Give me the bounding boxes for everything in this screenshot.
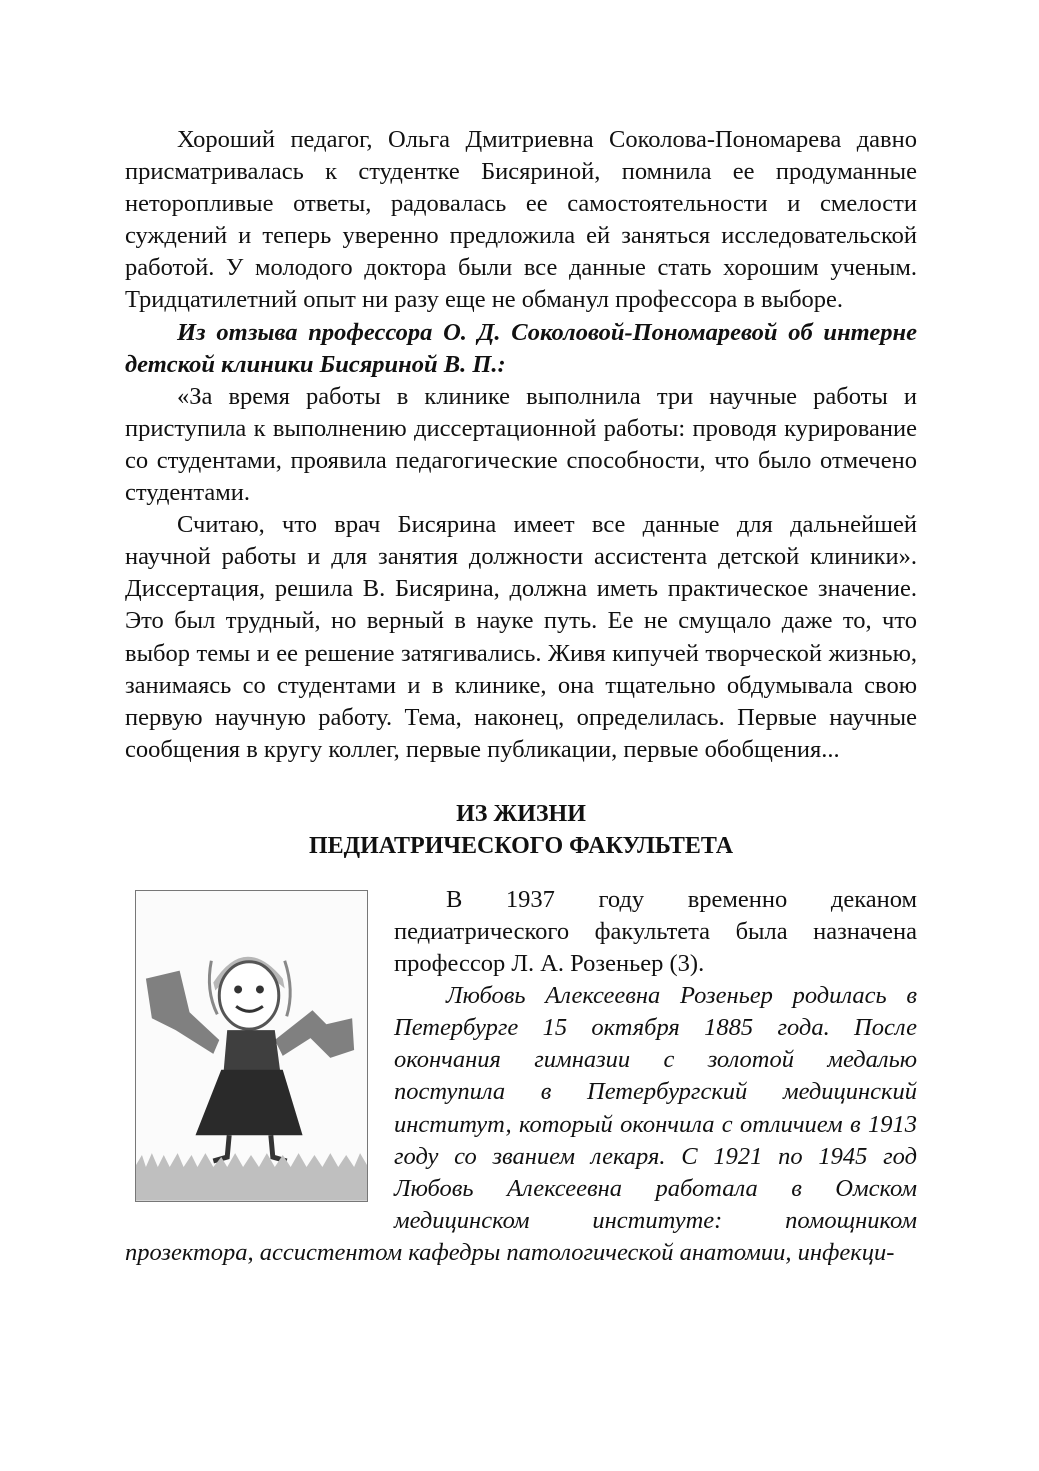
heading-line-1: ИЗ ЖИЗНИ: [456, 800, 586, 827]
text-column: [125, 124, 917, 1269]
figure-text-block: [125, 884, 917, 1269]
paragraph-1: Хороший педагог, Ольга Дмитриевна Соколова-Пономарева давно присматривалась к студентке Бисяриной, помнила ее продуманные неторопливые ответы, радовалась ее самостоятельности и смелости суждений и теперь уверенно предложила ей заняться исследовательской работой. У молодого доктора были все данные стать хорошим ученым. Тридцатилетний опыт ни разу еще не обманул профессора в выборе.: [125, 126, 917, 314]
child-drawing-illustration: [135, 890, 368, 1202]
paragraph-biography: Любовь Алексеевна Розеньер родилась в Петербурге 15 октября 1885 года. После окончания гимназии с золотой медалью поступила в Петербургский медицинский институт, который окончила с отличием в 1913 году со званием лекаря. С 1921 по 1945 год Любовь Алексеевна работала в Омском медицинском институте: помощником прозектора, ассистентом кафедры патологической анатомии, инфекци-: [125, 982, 917, 1266]
paragraph-dean: В 1937 году временно деканом педиатрического факультета была назначена профессор Л. А. Розеньер (3).: [394, 885, 917, 978]
paragraph-2: Считаю, что врач Бисярина имеет все данные для дальнейшей научной работы и для занятия должности ассистента детской клиники». Диссертация, решила В. Бисярина, должна иметь практическое значение. Это был трудный, но верный в науке путь. Ее не смущало даже то, что выбор темы и ее решение затягивались. Живя кипучей творческой жизнью, занимаясь со студентами и в клинике, она тщательно обдумывала свою первую научную работу. Тема, наконец, определилась. Первые научные сообщения в кругу коллег, первые публикации, первые обобщения...: [125, 511, 917, 763]
paragraph-review-intro: Из отзыва профессора О. Д. Соколовой-Пономаревой об интерне детской клиники Бисяриной В. П.:: [125, 318, 917, 378]
section-heading: [125, 798, 917, 862]
heading-line-2: ПЕДИАТРИЧЕСКОГО ФАКУЛЬТЕТА: [308, 832, 734, 859]
paragraph-quote: «За время работы в клинике выполнила три научные работы и приступила к выполнению диссертационной работы: проводя курирование со студентами, проявила педагогические способности, что было отмечено студентами.: [125, 382, 917, 507]
child-drawing-icon: [136, 891, 367, 1201]
